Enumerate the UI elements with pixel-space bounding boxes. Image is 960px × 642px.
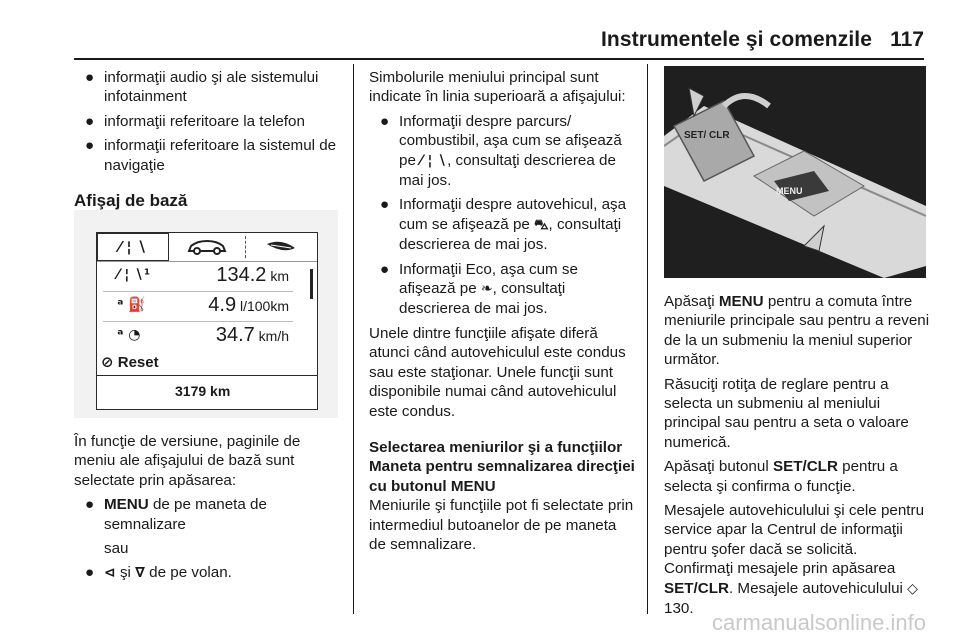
tab-separator — [245, 236, 246, 258]
basic-display-illustration — [74, 210, 338, 418]
paragraph: Simbolurile meniului principal sunt indicate în linia superioară a afişajului: — [369, 69, 626, 106]
paragraph: Apăsaţi MENU pentru a comuta între meniurile principale sau pentru a reveni de la un submeniu la meniul superior următor. — [664, 293, 930, 369]
or-text: sau — [104, 540, 129, 558]
menu-label: MENU — [776, 186, 803, 196]
trip-info-tab-icon: ⁄ ¦ ∖ — [97, 233, 169, 261]
vehicle-info-icon: ⛍ — [534, 216, 549, 233]
menu-tabs — [97, 233, 317, 262]
bullet-dot: ● — [85, 137, 95, 155]
odometer-value: 3179 km — [175, 383, 231, 399]
bullet-item: ● ⊲ şi ∇ de pe volan. — [85, 564, 232, 582]
trip-distance-row — [103, 263, 293, 292]
column-1 — [74, 68, 342, 220]
fuel-consumption-value: 4.9 l/100km — [208, 294, 289, 316]
bullet-dot: ● — [85, 496, 95, 514]
fuel-pump-icon: ᵃ ⛽ — [117, 297, 146, 313]
bullet-item — [74, 68, 342, 107]
column-divider-2 — [647, 64, 648, 614]
section-heading: Afişaj de bază — [74, 191, 188, 211]
bullet-text: informaţii referitoare la sistemul de navigaţie — [104, 137, 337, 174]
bullet-dot: ● — [380, 112, 390, 130]
scroll-indicator — [310, 269, 313, 299]
chapter-title: Instrumentele şi comenzile — [600, 28, 872, 51]
column-1-lower — [74, 432, 342, 589]
bullet-dot: ● — [380, 196, 390, 214]
paragraph: În funcţie de versiune, paginile de meniu ale afişajului de bază sunt selectate prin apăsarea: — [74, 433, 301, 489]
display-divider — [97, 375, 317, 376]
bullet-dot: ● — [85, 112, 95, 130]
vehicle-tab-icon — [187, 239, 227, 255]
column-2 — [369, 68, 637, 559]
page-reference-icon: ◇ — [907, 580, 918, 597]
fuel-consumption-row — [103, 293, 293, 322]
trip-info-icon: ⁄ ¦ ∖ — [420, 152, 448, 169]
header-rule — [74, 58, 924, 60]
paragraph: Mesajele autovehiculului şi cele pentru service apar la Centrul de informaţii pentru şofer dacă se solicită. Confirmaţi mesajele prin apăsarea SET/CLR. Mesajele autovehiculului ◇ 130. — [664, 502, 925, 618]
bullet-text: informaţii referitoare la telefon — [104, 112, 305, 130]
column-divider-1 — [353, 64, 354, 614]
watermark: carmanualsonline.info — [711, 610, 926, 635]
page-number: 117 — [890, 28, 924, 51]
paragraph: Apăsaţi butonul SET/CLR pentru a selecta şi confirma o funcţie. — [664, 458, 898, 495]
left-button-icon: ⊲ — [104, 565, 116, 582]
trip-icon: ⁄ ¦ ∖¹ — [117, 267, 151, 283]
subheading: Maneta pentru semnalizarea direcţiei cu butonul MENU — [369, 458, 635, 495]
paragraph: Meniurile şi funcţiile pot fi selectate prin intermediul butoanelor de pe maneta de semnalizare. — [369, 497, 634, 553]
bullet-item: ● Informaţii despre autovehicul, aşa cum se afişează pe ⛍, consultaţi descrierea de mai jos. — [380, 196, 627, 254]
paragraph: Unele dintre funcţiile afişate diferă atunci când autovehiculul este condus sau este staţionar. Unele funcţii sunt disponibile numai când autovehiculul este condus. — [369, 324, 626, 420]
column-3 — [664, 292, 930, 624]
bullet-dot: ● — [85, 69, 95, 86]
reset-label: ⊘ Reset — [101, 354, 159, 371]
turn-signal-lever-illustration — [664, 66, 926, 278]
bullet-item: ● MENU de pe maneta de semnalizare — [85, 496, 267, 533]
paragraph: Răsuciţi rotiţa de reglare pentru a selecta un submeniu al meniului principal sau pentru a seta o valoare numerică. — [664, 375, 909, 451]
average-speed-value: 34.7 km/h — [215, 324, 289, 346]
menu-button-label: MENU — [104, 496, 149, 514]
bullet-item: ● Informaţii despre parcurs/ combustibil, aşa cum se afişează pe ⁄ ¦ ∖, consultaţi descrierea de mai jos. — [380, 112, 622, 190]
lever-drawing — [664, 66, 926, 278]
eco-tab-icon — [265, 240, 297, 254]
bullet-item: ● Informaţii Eco, aşa cum se afişează pe ❧, consultaţi descrierea de mai jos. — [380, 260, 578, 318]
bullet-dot: ● — [85, 564, 95, 582]
bullet-item — [74, 112, 342, 131]
speedometer-icon: ᵃ ◔ — [117, 327, 141, 343]
bullet-text: informaţii audio şi ale sistemului infotainment — [104, 69, 319, 106]
trip-distance-value: 134.2 km — [216, 264, 289, 286]
set-clr-label: SET/ CLR — [684, 130, 730, 141]
eco-info-icon: ❧ — [480, 281, 493, 298]
subheading: Selectarea meniurilor şi a funcţiilor — [369, 438, 623, 456]
down-button-icon: ∇ — [135, 565, 145, 582]
display-screen — [96, 232, 318, 410]
bullet-item — [74, 136, 342, 175]
average-speed-row — [103, 323, 293, 351]
bullet-dot: ● — [380, 260, 390, 278]
